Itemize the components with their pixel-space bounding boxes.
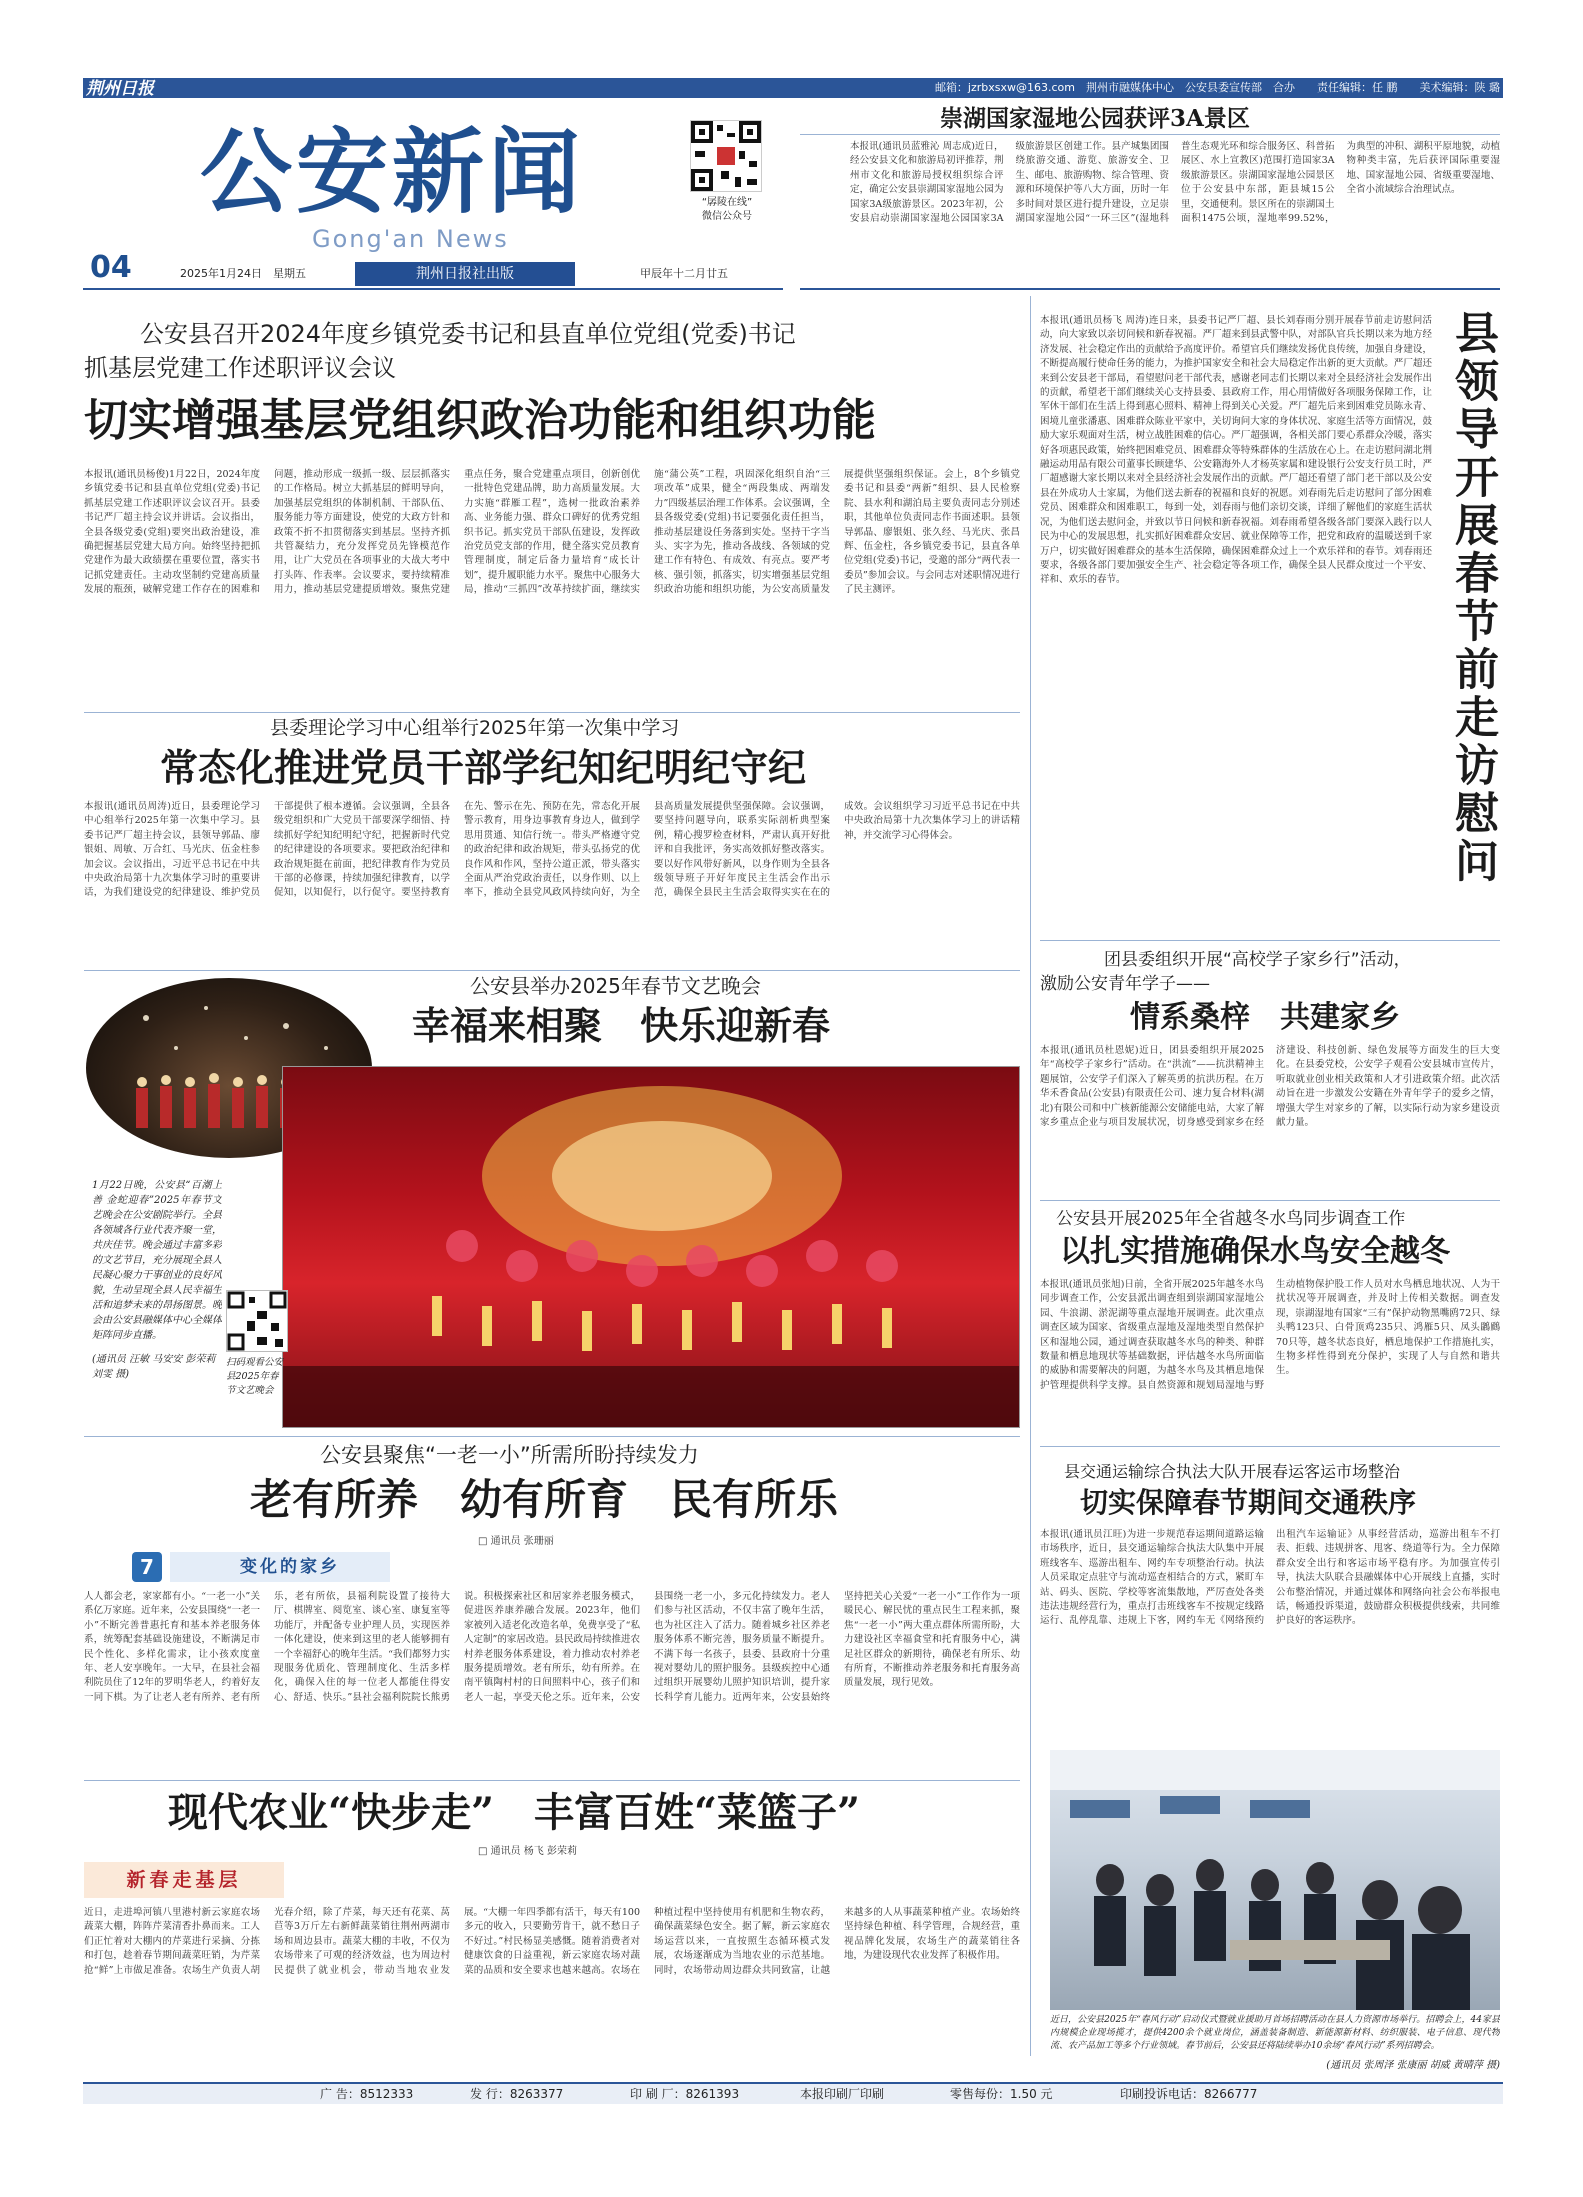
- traffic-body: 本报讯(通讯员江旺)为进一步规范春运期间道路运输市场秩序，近日，县交通运输综合执法大队集中开展班线客车、巡游出租车、网约车专项整治行动。执法人员采取定点驻守与流动巡查相结合的方式，紧盯车站、码头、医院、学校等客流集散地，严厉查处各类违法违规经营行为，重点打击班线客车不按规定线路运行、乱停乱靠、违规上下客，网约车无《网络预约出租汽车运输证》从事经营活动，巡游出租车不打表、拒载、违规拼客、甩客、绕道等行为。全力保障群众安全出行和客运市场平稳有序。为加强宣传引导，执法大队联合县融媒体中心开展线上直播，实时公布整治情况，并通过媒体和网络向社会公布举报电话，畅通投诉渠道，鼓励群众积极提供线索，共同维护良好的客运秩序。: [1040, 1529, 1500, 1627]
- wetland-body: 本报讯(通讯员蓝雅沁 周志成)近日，经公安县文化和旅游局初评推荐，荆州市文化和旅游局授权组织综合评定，确定公安县崇湖国家湿地公园为国家3A级旅游景区。2023年初，公安县启动崇湖国家湿地公园国家3A级旅游景区创建工作。县产城集团围绕旅游交通、游览、旅游安全、卫生、邮电、旅游购物、综合管理、资源和环境保护等八大方面，历时一年多时间对景区进行提升建设，立足崇湖国家湿地公园“一环三区”(湿地科普生态观光环和综合服务区、科普拓展区、水上宣教区)范围打造国家3A级旅游景区。崇湖国家湿地公园景区位于公安县中东部，距县城15公里，交通便利。景区所在的崇湖国土面积1475公顷，湿地率99.52%，为典型的冲积、湖积平原地貌，动植物种类丰富，先后获评国际重要湿地、国家湿地公园、省级重要湿地、全省小流域综合治理试点。: [850, 141, 1500, 225]
- elderly-byline: □ 通讯员 张珊丽: [478, 1536, 554, 1547]
- footer-print: 印 刷 厂：8261393: [630, 2087, 740, 2101]
- elderly-headline: 老有所养 幼有所育 民有所乐: [250, 1475, 839, 1524]
- gala-photo-byline: (通讯员 汪敏 马安安 彭荣莉 刘雯 摄): [92, 1354, 216, 1380]
- youth-body: 本报讯(通讯员杜恩妮)近日，团县委组织开展2025年“高校学子家乡行”活动。在“洪流”——抗洪精神主题展馆，公安学子们深入了解英勇的抗洪历程。在万华禾香食品(公安县)有限责任公司、速力复合材料(湖北)有限公司和中广核新能源公安储能电站，大家了解家乡重点企业与项目发展状况，切身感受到家乡在经济建设、科技创新、绿色发展等方面发生的巨大变化。在县委党校，公安学子观看公安县城市宣传片，听取就业创业相关政策和人才引进政策介绍。此次活动旨在进一步激发公安籍在外青年学子的爱乡之情，增强大学生对家乡的了解，以实际行动为家乡建设贡献力量。: [1040, 1045, 1500, 1129]
- footer-price: 零售每份：1.50 元: [950, 2087, 1053, 2101]
- masthead-title-en: Gong'an News: [312, 225, 509, 253]
- jobfair-byline: (通讯员 张周泽 张康丽 胡威 黄晴萍 摄): [1326, 2060, 1500, 2071]
- gala-headline: 幸福来相聚 快乐迎新春: [412, 1003, 831, 1048]
- gala-qr-code: [226, 1290, 288, 1352]
- page-number: 04: [90, 250, 132, 285]
- youth-headline: 情系桑梓 共建家乡: [1130, 1000, 1400, 1035]
- footer-dist: 发 行：8263377: [470, 2087, 564, 2101]
- farming-body: 近日，走进埠河镇八里港村新云家庭农场蔬菜大棚，阵阵芹菜清香扑鼻而来。工人们正忙着对大棚内的芹菜进行采摘、分拣和打包，趁着春节期间蔬菜旺销，为芹菜抢“鲜”上市做足准备。农场生产负责人胡光春介绍，除了芹菜，每天还有花菜、莴苣等3万斤左右新鲜蔬菜销往荆州两湖市场和周边县市。蔬菜大棚的丰收，不仅为农场带来了可观的经济效益，也为周边村民提供了就业机会，带动当地农业发展。“大棚一年四季都有活干，每天有100多元的收入，只要勤劳肯干，就不愁日子不好过。”村民杨显美感慨。随着消费者对健康饮食的日益重视，新云家庭农场对蔬菜的品质和安全要求也越来越高。农场在种植过程中坚持使用有机肥和生物农药，确保蔬菜绿色安全。据了解，新云家庭农场运营以来，一直按照生态循环模式发展，农场逐渐成为当地农业的示范基地。同时，农场带动周边群众共同致富，让越来越多的人从事蔬菜种植产业。农场始终坚持绿色种植、科学管理，合规经营，重视品牌化发展，农场生产的蔬菜销往各地，为建设现代农业发挥了积极作用。: [84, 1907, 1020, 1976]
- farming-headline: 现代农业“快步走” 丰富百姓“菜篮子”: [168, 1789, 861, 1836]
- elderly-section-label: 变化的家乡: [170, 1552, 390, 1582]
- qr-caption-2: 微信公众号: [702, 211, 752, 222]
- lead-body: 本报讯(通讯员杨俊)1月22日，2024年度乡镇党委书记和县直单位党组(党委)书记抓基层党建工作述职评议会议召开。县委书记严厂超主持会议并讲话。会议指出，全县各级党委(党组)要突出政治建设，准确把握基层党建大局方向。始终坚持把抓党建作为最大政绩摆在重要位置，落实书记抓党建责任。主动攻坚制约党建高质量发展的瓶颈，破解党建工作存在的困难和问题，推动形成一级抓一级、层层抓落实的工作格局。树立大抓基层的鲜明导向，加强基层党组织的体制机制、干部队伍、服务能力等方面建设，使党的大政方针和政策不折不扣贯彻落实到基层。坚持齐抓共管凝结力，充分发挥党员先锋模范作用，让广大党员在各项事业的大战大考中打头阵、作表率。会议要求，要持续精准用力，推动基层党建提质增效。聚焦党建重点任务，聚合党建重点项目，创新创优一批特色党建品牌，助力高质量发展。大力实施“群雁工程”，选树一批政治素养高、业务能力强、群众口碑好的优秀党组织书记。抓实党员干部队伍建设，发挥政治党员党支部的作用，健全落实党员教育管理制度，制定后备力量培育“成长计划”，提升履职能力水平。聚焦中心服务大局，推动“三抓四”改革持续扩面，继续实施“蒲公英”工程，巩固深化组织自治“三项改革”成果，健全“两段集成、两端发力”四级基层治理工作体系。会议强调，全县各级党委(党组)书记要强化责任担当，推动基层建设任务落到实处。坚持干字当头、实字为先，推动各战线、各领域的党建工作有特色、有成效、有亮点。要严考核、强引领，抓落实，切实增强基层党组织政治功能和组织功能，为公安高质量发展提供坚强组织保证。会上，8个乡镇党委书记和县委“两新”组织、县人民检察院、县水利和湖泊局主要负责同志分别述职，其他单位负责同志作书面述职。县领导郭晶、廖银姐、张久经、马光庆、张昌辉、伍金柱，各乡镇党委书记，县直各单位党组(党委)书记，受邀的部分“两代表一委员”参加会议。与会同志对述职情况进行了民主测评。: [84, 469, 1020, 596]
- lunar-date: 甲辰年十二月廿五: [640, 267, 728, 280]
- qr-code: [690, 120, 762, 192]
- gala-photo-border: [282, 1066, 1020, 1428]
- footer-complaint: 印刷投诉电话：8266777: [1120, 2087, 1258, 2101]
- wetland-headline: 崇湖国家湿地公园获评3A景区: [940, 105, 1250, 132]
- footer-ad: 广 告：8512333: [320, 2087, 414, 2101]
- gala-kicker: 公安县举办2025年春节文艺晚会: [470, 974, 761, 998]
- visit-body: 本报讯(通讯员杨飞 周涛)连日来，县委书记严厂超、县长刘春雨分别开展春节前走访慰问活动，向大家致以亲切问候和新春祝福。严厂超来到县武警中队，对部队官兵长期以来为地方经济发展、社会稳定作出的贡献给予高度评价。希望官兵们继续发扬优良传统，加强自身建设，不断提高履行使命任务的能力，为推护国家安全和社会大局稳定作出新的更大贡献。严厂超还来到公安县老干部局，看望慰问老干部代表，感谢老同志们长期以来对全县经济社会发展作出的贡献，希望老干部们继续关心支持县委、县政府工作，用心用情做好各项服务保障工作，让军休干部们在生活上得到惠心照料、精神上得到关心关爱。严厂超先后来到困难党员陈永青、困境儿童张潘惠、困难群众陈业平家中，关切询问大家的身体状况、家庭生活等方面情况，鼓励大家乐观面对生活，树立战胜困难的信心。严厂超强调，各相关部门要心系群众冷暖，落实好各项惠民政策，始终把困难党员、困难群众等特殊群体的生活放在心上。在走访慰问湖北荆融运动用品有限公司董事长顾建华、公安籍海外人才杨英家属和建设银行公安支行员工时，严厂超感谢大家长期以来对全县经济社会发展作出的贡献。严厂超还看望了部门老干部以及公安县在外成功人士家属，为他们送去新春的祝福和良好的祝愿。刘春雨先后走访慰问了部分困难党员、困难群众和困难职工，每到一处，刘春雨与他们亲切交谈，详细了解他们的家庭生活状况，为他们送去慰问金，并致以节日问候和新春祝福。刘春雨希望各级各部门要深入践行以人民为中心的发展思想，扎实抓好困难群众安居、就业保障等工作，把党和政府的温暖送到千家万户，切实做好困难群众的基本生活保障，确保困难群众过上一个欢乐祥和的春节。刘春雨还要求，各级各部门要加强安全生产、社会稳定等各项工作，确保全县人民群众度过一个平安、祥和、欢乐的春节。: [1040, 315, 1432, 586]
- birds-body: 本报讯(通讯员张旭)日前，全省开展2025年越冬水鸟同步调查工作，公安县派出调查组到崇湖国家湿地公园、牛浪湖、淤泥湖等重点湿地开展调查。此次重点调查区域为国家、省级重点湿地及湿地类型自然保护区和湿地公园，通过调查获取越冬水鸟的种类、种群数量和栖息地现状等基础数据，评估越冬水鸟所面临的威胁和需要解决的问题，为越冬水鸟及其栖息地保护管理提供科学支撑。县自然资源和规划局湿地与野生动植物保护股工作人员对水鸟栖息地状况、人为干扰状况等开展调查，并及时上传相关数据。调查发现，崇湖湿地有国家“三有”保护动物黑嘴鸥72只、绿头鸭123只、白骨顶鸡235只、鸿雁5只、凤头鸊鷉70只等，越冬状态良好，栖息地保护工作措施扎实，生物多样性得到充分保护，实现了人与自然和谐共生。: [1040, 1279, 1500, 1391]
- discipline-headline: 常态化推进党员干部学纪知纪明纪守纪: [160, 745, 807, 790]
- youth-kicker2: 激励公安青年学子——: [1040, 974, 1210, 994]
- gala-qr-caption: 扫码观看公安县2025年春节文艺晚会: [226, 1357, 284, 1396]
- lead-kicker2: 抓基层党建工作述职评议会议: [84, 354, 396, 382]
- birds-kicker: 公安县开展2025年全省越冬水鸟同步调查工作: [1056, 1209, 1406, 1229]
- discipline-kicker: 县委理论学习中心组举行2025年第一次集中学习: [270, 717, 680, 739]
- lead-headline: 切实增强基层党组织政治功能和组织功能: [84, 395, 876, 446]
- jobfair-caption: 近日，公安县2025年“春风行动”启动仪式暨就业援助月首场招聘活动在县人力资源市场举行。招聘会上，44家县内规模企业现场揽才，提供4200余个就业岗位，涵盖装备制造、新能源新材料、纺织服装、电子信息、现代物流、农产品加工等多个行业领域。春节前后，公安县还将陆续举办10余场“春风行动”系列招聘会。: [1050, 2015, 1500, 2051]
- birds-headline: 以扎实措施确保水鸟安全越冬: [1060, 1234, 1450, 1269]
- traffic-headline: 切实保障春节期间交通秩序: [1080, 1486, 1417, 1519]
- publisher-text: 荆州日报社出版: [416, 266, 514, 282]
- contact-text: 邮箱：jzrbxsxw@163.com 荆州市融媒体中心 公安县委宣传部 合办 责任编辑：任 鹏 美术编辑：陕 璐: [934, 81, 1500, 94]
- farming-byline: □ 通讯员 杨飞 彭荣莉: [478, 1846, 577, 1857]
- issue-date: 2025年1月24日 星期五: [180, 267, 306, 280]
- youth-kicker: 团县委组织开展“高校学子家乡行”活动，: [1104, 950, 1411, 970]
- traffic-kicker: 县交通运输综合执法大队开展春运客运市场整治: [1064, 1462, 1401, 1481]
- gala-caption: 1月22日晚，公安县“百潮上善 金蛇迎春”2025年春节文艺晚会在公安剧院举行。全县各领域各行业代表齐聚一堂，共庆佳节。晚会通过丰富多彩的文艺节目，充分展现全县人民凝心聚力干事创业的良好风貌，生动呈现全县人民幸福生活和追梦未来的昂扬图景。晚会由公安县融媒体中心全媒体矩阵同步直播。: [92, 1180, 222, 1341]
- lead-kicker: 公安县召开2024年度乡镇党委书记和县直单位党组(党委)书记: [140, 320, 796, 348]
- elderly-body: 人人都会老，家家都有小。“一老一小”关系亿万家庭。近年来，公安县围绕“一老一小”不断完善普惠托育和基本养老服务体系，统筹配套基础设施建设，不断满足市民个性化、多样化需求，让小孩欢度童年、老人安享晚年。一大早，在县社会福利院员住了12年的罗明华老人，约着好友一同下棋。为了让老人老有所养、老有所乐，老有所依，县福利院设置了接待大厅、棋牌室、阅览室、谈心室、康复室等功能厅，并配备专业护理人员，实现医养一体化建设，使来到这里的老人能够拥有一个幸福舒心的晚年生活。“我们都努力实现服务优质化、管理制度化、生活多样化，确保入住的每一位老人都能住得安心、舒适、快乐。”县社会福利院院长熊勇说。积极探索社区和居家养老服务模式，促进医养康养融合发展。2023年，他们家被列入适老化改造名单，免费享受了“私人定制”的家居改造。县民政局持续推进农村养老服务体系建设，着力推动农村养老服务提质增效。老有所乐，幼有所养。在南平镇陶村村的日间照料中心，孩子们和老人一起，享受天伦之乐。近年来，公安县围绕一老一小，多元化持续发力。老人们参与社区活动，不仅丰富了晚年生活，也为社区注入了活力。随着城乡社区养老服务体系不断完善，服务质量不断提升。不满下每一名孩子，县委、县政府十分重视对婴幼儿的照护服务。县级疾控中心通过组织开展婴幼儿照护知识培训，提升家长科学育儿能力。近两年来，公安县始终坚持把关心关爱“一老一小”工作作为一项暖民心、解民忧的重点民生工程来抓，聚焦“一老一小”两大重点群体所需所盼，大力建设社区幸福食堂和托育服务中心，满足社区群众的新期待，确保老有所乐、幼有所育，不断推动养老服务和托育服务高质量发展，现行见效。: [84, 1591, 1020, 1703]
- visit-headline: 县领导开展春节前走访慰问: [1447, 310, 1498, 886]
- paper-logo: 荆州日报: [86, 79, 154, 99]
- farming-section-label: 新春走基层: [84, 1862, 284, 1898]
- masthead-title: 公安新闻: [200, 118, 585, 226]
- elderly-section-badge: 7: [132, 1552, 162, 1582]
- jobfair-photo: [1050, 1750, 1500, 2010]
- qr-caption-1: “孱陵在线”: [701, 197, 753, 208]
- elderly-kicker: 公安县聚焦“一老一小”所需所盼持续发力: [320, 1443, 699, 1467]
- discipline-body: 本报讯(通讯员周涛)近日，县委理论学习中心组举行2025年第一次集中学习。县委书记严厂超主持会议，县领导郭晶、廖银姐、周敏、万合红、马光庆、伍金柱参加会议。会议指出，习近平总书记在中共中央政治局第十九次集体学习时的重要讲话，为我们建设党的纪律建设、维护党员干部提供了根本遵循。会议强调，全县各级党组织和广大党员干部要深学细悟、持续抓好学纪知纪明纪守纪，把握新时代党的纪律建设的各项要求。要把政治纪律和政治规矩挺在前面，把纪律教育作为党员干部的必修课，持续加强纪律教育，以学促知，以知促行，以行促守。要坚持教育在先、警示在先、预防在先，常态化开展警示教育，用身边事教育身边人，做到学思用贯通、知信行统一。带头严格遵守党的政治纪律和政治规矩，带头弘扬党的优良作风和作风，坚持公道正派，带头落实全面从严治党政治责任，以身作则、以上率下，推动全县党风政风持续向好，为全县高质量发展提供坚强保障。会议强调，要坚持问题导向，联系实际剖析典型案例，精心搜罗检查材料，严肃认真开好批评和自我批评，务实高效抓好整改落实。要以好作风带好新风，以身作则为全县各级领导班子开好年度民主生活会作出示范，确保全县民主生活会取得实实在在的成效。会议组织学习习近平总书记在中共中央政治局第十九次集体学习上的讲话精神，并交流学习心得体会。: [84, 801, 1020, 899]
- footer-printer: 本报印刷厂印刷: [800, 2087, 885, 2101]
